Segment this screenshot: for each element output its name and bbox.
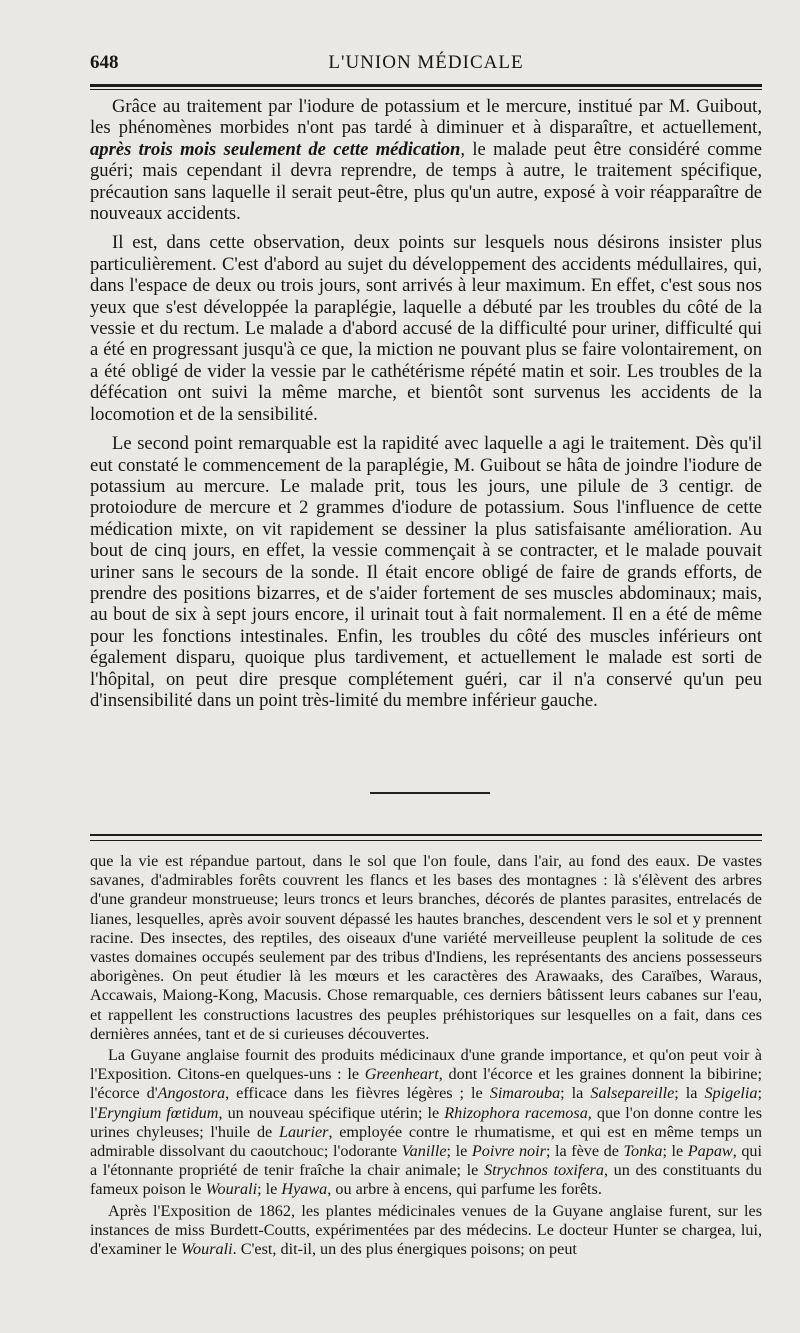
- journal-title: L'UNION MÉDICALE: [328, 52, 524, 73]
- feuilleton-rule-thin: [90, 840, 762, 841]
- feuilleton-article: [90, 852, 762, 1261]
- feuilleton-paragraph-1: que la vie est répandue partout, dans le sol que l'on foule, dans l'air, au fond des eaux. De vastes savanes, d'admirables forêts couvrent les flancs et les bases des montagnes : là s'élèvent des arbres d'une grandeur monstrueuse; leurs troncs et leurs branches, décorés de plantes parasites, entrelacés de lianes, lesquelles, après avoir souvent dépassé les hautes branches, descendent vers le sol et y prennent racine. Des insectes, des reptiles, des oiseaux d'une variété merveilleuse peuplent la solitude de ces vastes domaines occupés seulement par des tribus d'Indiens, les représentants des anciens possesseurs aborigènes. On peut étudier là les mœurs et les caractères des Arawaaks, des Caraïbes, Waraus, Accawais, Maiong-Kong, Macusis. Chose remarquable, ces derniers bâtissent leurs cabanes sur l'eau, et rappellent les constructions lacustres des peuples préhistoriques sur lesquelles on a fait, dans ces dernières années, tant et de si curieuses découvertes.: [90, 852, 762, 1043]
- header-rule: [90, 84, 762, 87]
- article-paragraph-1: Grâce au traitement par l'iodure de potassium et le mercure, institué par M. Guibout, les phénomènes morbides n'ont pas tardé à diminuer et à disparaître, et actuellement, après trois mois seulement de cette médication, le malade peut être considéré comme guéri; mais cependant il devra reprendre, de temps à autre, le traitement spécifique, précaution sans laquelle il serait peut-être, plus qu'un autre, exposé à voir réapparaître de nouveaux accidents.: [90, 96, 762, 225]
- page-number: 648: [90, 52, 119, 73]
- header-rule-thin: [90, 89, 762, 90]
- running-header: [90, 50, 762, 76]
- article-paragraph-3: Le second point remarquable est la rapidité avec laquelle a agi le traitement. Dès qu'il eut constaté le commencement de la paraplégie, M. Guibout se hâta de joindre l'iodure de potassium au mercure. Le malade prit, tous les jours, une pilule de 3 centigr. de protoiodure de mercure et 2 grammes d'iodure de potassium. Sous l'influence de cette médication mixte, on vit rapidement se dessiner la plus satisfaisante amélioration. Au bout de cinq jours, en effet, la vessie commençait à se contracter, et le malade pouvait uriner sans le secours de la sonde. Il était encore obligé de faire de grands efforts, de prendre des positions bizarres, et de s'aider fortement de ses muscles abdominaux; mais, au bout de six à sept jours encore, il urinait tout à fait normalement. Il en a été de même pour les fonctions intestinales. Enfin, les troubles du côté des muscles inférieurs ont également disparu, quoique plus tardivement, et actuellement le malade est sorti de l'hôpital, on peut dire presque complétement guéri, car il n'a conservé qu'un peu d'insensibilité dans un point très-limité du membre inférieur gauche.: [90, 433, 762, 711]
- article-paragraph-2: Il est, dans cette observation, deux points sur lesquels nous désirons insister plus particulièrement. C'est d'abord au sujet du développement des accidents médullaires, qui, dans l'espace de deux ou trois jours, sont arrivés à leur maximum. En effet, c'est sous nos yeux que s'est développée la paraplégie, laquelle a débuté par les troubles du côté de la vessie et du rectum. Le malade a d'abord accusé de la difficulté pour uriner, difficulté qui a été en progressant jusqu'à ce que, la miction ne pouvant plus se faire volontairement, on a été obligé de vider la vessie par le cathétérisme répété matin et soir. Les troubles de la défécation ont suivi la même marche, et bientôt sont survenus les accidents de la locomotion et de la sensibilité.: [90, 232, 762, 425]
- feuilleton-paragraph-2: La Guyane anglaise fournit des produits médicinaux d'une grande importance, et qu'on peut voir à l'Exposition. Citons-en quelques-uns : le Greenheart, dont l'écorce et les graines donnent la bibirine; l'écorce d'Angostora, efficace dans les fièvres légères ; le Simarouba; la Salsepareille; la Spigelia; l'Eryngium fœtidum, un nouveau spécifique utérin; le Rhizophora racemosa, que l'on donne contre les urines chyleuses; l'huile de Laurier, employée contre le rhumatisme, et qui est en même temps un admirable dissolvant du caoutchouc; l'odorante Vanille; le Poivre noir; la fève de Tonka; le Papaw, qui a l'étonnante propriété de tenir fraîche la chair animale; le Strychnos toxifera, un des constituants du fameux poison le Wourali; le Hyawa, ou arbre à encens, qui parfume les forêts.: [90, 1046, 763, 1199]
- feuilleton-rule: [90, 834, 762, 836]
- section-end-rule: [370, 792, 490, 794]
- emphasis-treatment-duration: après trois mois seulement de cette médication: [90, 138, 461, 160]
- feuilleton-paragraph-3: Après l'Exposition de 1862, les plantes médicinales venues de la Guyane anglaise furent, sur les instances de miss Burdett-Coutts, expérimentées par des médecins. Le docteur Hunter se chargea, lui, d'examiner le Wourali. C'est, dit-il, un des plus énergiques poisons; on peut: [90, 1201, 762, 1259]
- main-article: [90, 96, 762, 719]
